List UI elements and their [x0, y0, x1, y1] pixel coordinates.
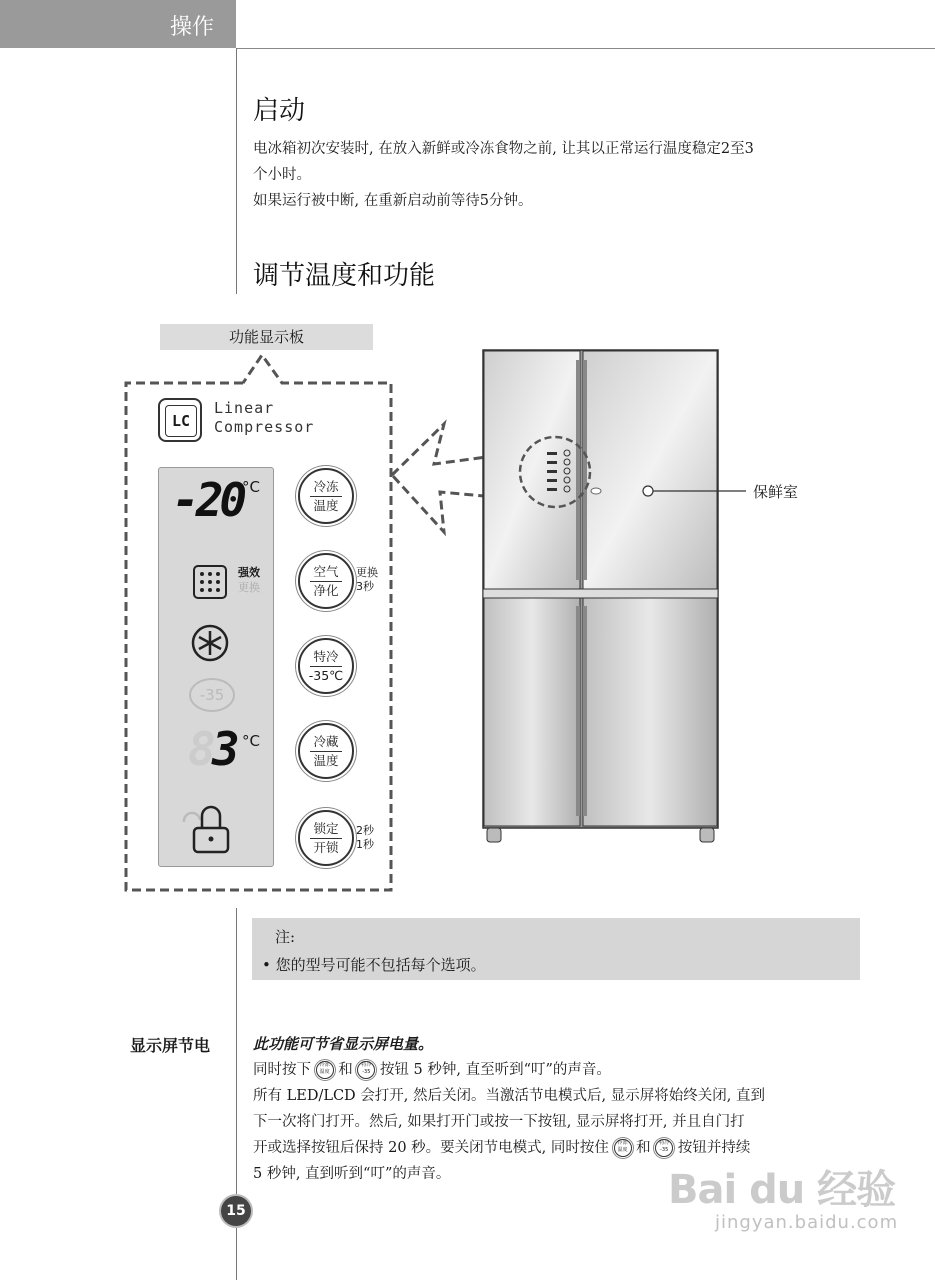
air-purify-hint-1: 更换 [356, 566, 378, 579]
minus35-indicator: -35 [189, 678, 235, 712]
fridge-temp-ghost: 8 [188, 722, 212, 776]
fridge-unit: °C [242, 732, 260, 750]
brand-text [214, 399, 314, 437]
super-cool-mini-icon-2: 特冷 -35 [655, 1139, 673, 1157]
lock-icon [178, 800, 242, 858]
replace-label: 更换 [238, 581, 260, 594]
lc-logo-icon [158, 398, 202, 442]
lock-hint-1: 2秒 [356, 824, 374, 837]
panel-label: 功能显示板 [160, 324, 373, 350]
air-purify-button-line1: 空气 [313, 563, 339, 579]
adjust-heading: 调节温度和功能 [253, 261, 436, 291]
super-cool-button[interactable] [298, 638, 354, 694]
freezer-temp-button[interactable] [298, 468, 354, 524]
air-purify-button-line2: 净化 [313, 582, 339, 598]
lock-button-line2: 开锁 [313, 839, 339, 855]
freezer-temp-button-line1: 冷冻 [313, 478, 339, 494]
freezer-temp-button-line2: 温度 [313, 497, 339, 513]
startup-para-1a: 电冰箱初次安装时, 在放入新鲜或冷冻食物之前, 让其以正常运行温度稳定2至3 [253, 141, 754, 157]
air-purify-hint-2: 3秒 [356, 580, 374, 593]
freezer-unit: °C [242, 478, 260, 496]
startup-para-2: 如果运行被中断, 在重新启动前等待5分钟。 [253, 193, 533, 209]
power-save-l1a: 同时按下 [253, 1062, 311, 1078]
power-save-line-2: 所有 LED/LCD 会打开, 然后关闭。当激活节电模式后, 显示屏将始终关闭, 直到 [253, 1088, 765, 1104]
super-cool-button-line1: 特冷 [313, 648, 339, 664]
power-save-l1c: 按钮 5 秒钟, 直至听到“叮”的声音。 [379, 1062, 611, 1078]
fridge-temp-display: 3 [212, 722, 240, 776]
power-save-l4a: 开或选择按钮后保持 20 秒。要关闭节电模式, 同时按住 [253, 1140, 609, 1156]
brand-line-1: Linear [214, 399, 275, 417]
freezer-temp-mini-icon-2: 冷冻 温度 [614, 1139, 632, 1157]
air-purify-hint [356, 566, 378, 594]
lock-button-line1: 锁定 [313, 820, 339, 836]
air-purify-button[interactable] [298, 553, 354, 609]
lc-logo-text: LC [165, 405, 197, 437]
super-cool-button-line2: -35℃ [308, 667, 344, 683]
startup-para-1b: 个小时。 [253, 167, 311, 183]
fridge-drawing [483, 350, 746, 842]
super-cool-mini-icon: 特冷 -35 [357, 1061, 375, 1079]
power-save-l4c: 按钮并持续 [677, 1140, 751, 1156]
page-number: 15 [221, 1196, 251, 1226]
freezer-temp-display: -20 [172, 473, 244, 527]
section-title: 操作 [170, 15, 215, 40]
power-save-line-1 [253, 1057, 873, 1083]
lock-button[interactable] [298, 810, 354, 866]
boost-label: 强效 [238, 566, 260, 579]
power-save-lead: 此功能可节省显示屏电量。 [253, 1035, 434, 1053]
watermark-brand: Bai du 经验 [668, 1167, 896, 1213]
freezer-temp-mini-icon: 冷冻 温度 [316, 1061, 334, 1079]
note-title: 注: [275, 928, 296, 946]
watermark-url: jingyan.baidu.com [715, 1212, 899, 1233]
fridge-temp-button-line1: 冷藏 [313, 733, 339, 749]
note-item: • 您的型号可能不包括每个选项。 [262, 956, 486, 974]
fridge-temp-button-line2: 温度 [313, 752, 339, 768]
power-save-label: 显示屏节电 [130, 1036, 211, 1055]
startup-heading: 启动 [253, 96, 306, 126]
lock-hint [356, 824, 374, 852]
power-save-l4b: 和 [636, 1140, 651, 1156]
power-save-line-5: 5 秒钟, 直到听到“叮”的声音。 [253, 1166, 451, 1182]
air-filter-icon [188, 560, 232, 604]
fresh-compartment-label: 保鲜室 [753, 483, 799, 501]
snowflake-icon [186, 620, 236, 666]
fridge-temp-button[interactable] [298, 723, 354, 779]
note-item-text: 您的型号可能不包括每个选项。 [275, 956, 486, 974]
lock-hint-2: 1秒 [356, 838, 374, 851]
brand-line-2: Compressor [214, 418, 315, 436]
power-save-line-3: 下一次将门打开。然后, 如果打开门或按一下按钮, 显示屏将打开, 并且自门打 [253, 1114, 745, 1130]
power-save-l1b: 和 [338, 1062, 353, 1078]
